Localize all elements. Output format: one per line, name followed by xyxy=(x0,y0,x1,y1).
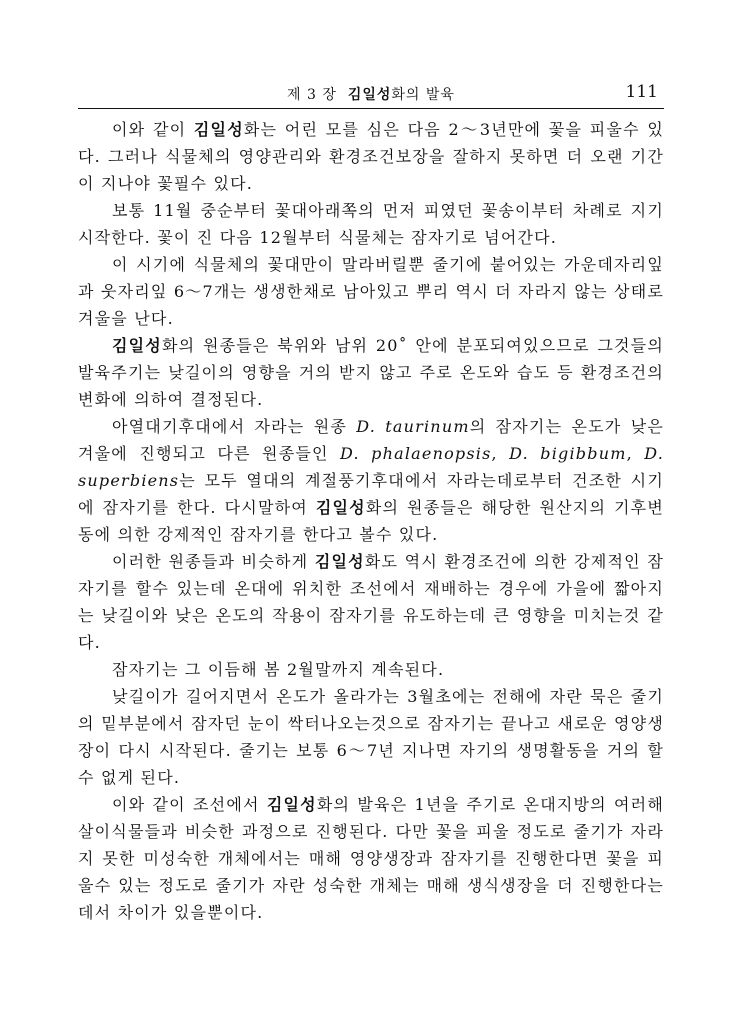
species-name: D. bigibbum xyxy=(509,444,627,463)
bold-name: 김일성 xyxy=(112,336,162,355)
text-run: 는 모두 열대의 계절풍기후대에서 자라는데로부터 건조한 시기에 잠자기를 한다. 다시말하여 xyxy=(78,471,664,517)
bold-name: 김일성 xyxy=(193,120,244,139)
paragraph-7 xyxy=(78,656,664,683)
text-run: 화의 원종들은 해당한 원산지의 기후변동에 의한 강제적인 잠자기를 한다고 볼수 있다. xyxy=(78,498,664,544)
text-run: 잠자기는 그 이듬해 봄 2월말까지 계속된다. xyxy=(112,660,445,679)
text-run: 의 잠자기는 온도가 낮은 겨울에 진행되고 다른 원종들인 xyxy=(78,417,665,463)
text-run: 아열대기후대에서 자라는 원종 xyxy=(112,417,357,436)
paragraph-5 xyxy=(78,413,664,548)
title-bold-name: 김일성 xyxy=(347,87,392,103)
bold-name: 김일성 xyxy=(315,498,366,517)
page-number: 111 xyxy=(625,82,658,102)
text-run: 화는 어린 모를 심은 다음 2～3년만에 꽃을 피울수 있다. 그러나 식물체의 영양관리와 환경조건보장을 잘하지 못하면 더 오랜 기간이 지나야 꽃필수 있다. xyxy=(78,120,664,193)
chapter-label: 제 3 장 xyxy=(287,87,337,103)
species-name: D. taurinum xyxy=(356,417,470,436)
text-run: , xyxy=(626,444,645,463)
text-run: 이 시기에 식물체의 꽃대만이 말라버릴뿐 줄기에 붙어있는 가운데자리잎과 웃자리잎 6～7개는 생생한채로 남아있고 뿌리 역시 더 자라지 않는 상태로 겨울을 난다. xyxy=(78,255,664,328)
text-run: 낮길이가 길어지면서 온도가 올라가는 3월초에는 전해에 자란 묵은 줄기의 밑부분에서 잠자던 눈이 싹터나오는것으로 잠자기는 끝나고 새로운 영양생장이 다시 시작된다. 줄기는 보통 6～7년 지나면 자기의 생명활동을 거의 할수 없게 된다. xyxy=(78,687,664,787)
text-run: , xyxy=(491,444,510,463)
text-run: 이와 같이 조선에서 xyxy=(112,795,267,814)
text-run: 보통 11월 중순부터 꽃대아래쪽의 먼저 피였던 꽃송이부터 차례로 지기 시작한다. 꽃이 진 다음 12월부터 식물체는 잠자기로 넘어간다. xyxy=(78,201,664,247)
paragraph-3 xyxy=(78,251,664,332)
species-name: D. phalaenopsis xyxy=(340,444,492,463)
species-name: D. superbiens xyxy=(78,444,664,490)
title-rest: 화의 발육 xyxy=(391,87,455,103)
paragraph-2 xyxy=(78,197,664,251)
paragraph-8 xyxy=(78,683,664,791)
bold-name: 김일성 xyxy=(314,552,365,571)
bold-name: 김일성 xyxy=(266,795,317,814)
paragraph-9 xyxy=(78,791,664,926)
paragraph-4 xyxy=(78,332,664,413)
text-run: 이러한 원종들과 비슷하게 xyxy=(112,552,315,571)
text-run: 화의 원종들은 북위와 남위 20˚ 안에 분포되여있으므로 그것들의 발육주기는 낮길이의 영향을 거의 받지 않고 주로 온도와 습도 등 환경조건의 변화에 의하여 결정된다. xyxy=(78,336,664,409)
running-title xyxy=(78,84,664,104)
text-run: 이와 같이 xyxy=(112,120,194,139)
text-run: 화도 역시 환경조건에 의한 강제적인 잠자기를 할수 있는데 온대에 위치한 조선에서 재배하는 경우에 가을에 짧아지는 낮길이와 낮은 온도의 작용이 잠자기를 유도하는데 큰 영향을 미치는것 같다. xyxy=(78,552,664,652)
paragraph-6 xyxy=(78,548,664,656)
paragraph-1 xyxy=(78,116,664,197)
page-header xyxy=(78,78,664,109)
text-run: 화의 발육은 1년을 주기로 온대지방의 여러해살이식물들과 비슷한 과정으로 진행된다. 다만 꽃을 피울 정도로 줄기가 자라지 못한 미성숙한 개체에서는 매해 영양생장과 잠자기를 진행한다면 꽃을 피울수 있는 정도로 줄기가 자란 성숙한 개체는 매해 생식생장을 더 진행한다는데서 차이가 있을뿐이다. xyxy=(78,795,664,922)
body-text xyxy=(78,116,664,926)
